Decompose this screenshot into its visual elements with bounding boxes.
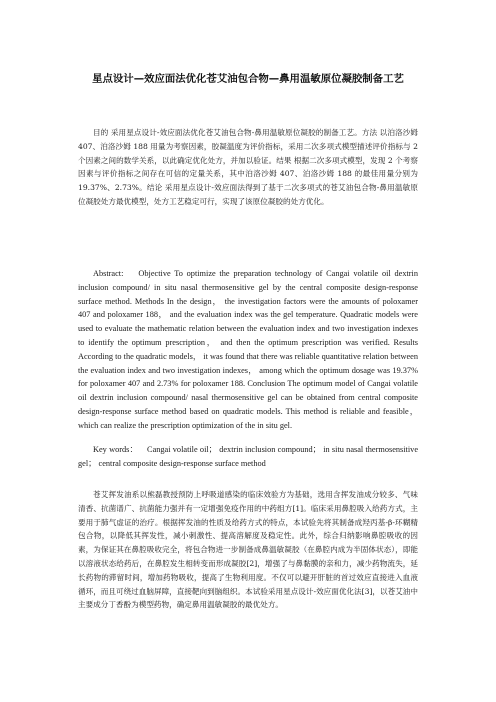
english-abstract	[78, 267, 418, 432]
keywords-label: Key words：	[93, 445, 139, 454]
body-paragraph: 苍艾挥发油系以熊磊教授预防上呼吸道感染的临床效验方为基础，选用含挥发油成分较多、气味清香、抗菌谱广、抗菌能力强并有一定增强免疫作用的中药组方[1]。临床采用鼻腔吸入给药方式，主要用于肺气虚证的治疗。根据挥发油的性质及给药方式的特点，本试验先将其制备成羟丙基-β-环糊精包合物，以降低其挥发性，减小刺激性、提高溶解度及稳定性。此外，综合归纳影响鼻腔吸收的因素，为保证其在鼻腔吸收完全，将包合物进一步制备成鼻温敏凝胶（在鼻腔内成为半固体状态），即能以溶液状态给药后，在鼻腔发生相转变而形成凝胶[2]，增强了与鼻黏膜的亲和力，减少药物流失，延长药物的滞留时间，增加药物吸收，提高了生物利用度。不仅可以避开肝脏的首过效应直接进入血液循环，而且可绕过血脑屏障，直接靶向到脑组织。本试验采用星点设计-效应面优化法[3]，以苍艾油中主要成分丁香酚为模型药物，确定鼻用温敏凝胶的最优处方。	[78, 490, 418, 610]
abstract-label: Abstract:	[93, 269, 124, 278]
keywords-text: Cangai volatile oil； dextrin inclusion compound； in situ nasal thermosensitive gel； central composite design-response surface method	[78, 445, 418, 468]
chinese-abstract: 目的 采用星点设计-效应面法优化苍艾油包合物-鼻用温敏原位凝胶的制备工艺。方法 以泊洛沙姆 407、泊洛沙姆 188 用量为考察因素，胶凝温度为评价指标，采用二次多项式模型描述评价指标与 2 个因素之间的数学关系，以此确定优化处方，并加以验证。结果 根据二次多项式模型，发现 2 个考察因素与评价指标之间存在可信的定量关系，其中泊洛沙姆 407、泊洛沙姆 188 的最佳用量分别为 19.37%、2.73%。结论 采用星点设计-效应面法得到了基于二次多项式的苍艾油包合物-鼻用温敏原位凝胶处方最优模型，处方工艺稳定可行，实现了该原位凝胶的处方优化。	[78, 128, 418, 206]
abstract-text: Objective To optimize the preparation technology of Cangai volatile oil dextrin inclusion compound/ in situ nasal thermosensitive gel by the central composite design-response surface method. Methods In the design， the investigation factors were the amounts of poloxamer 407 and poloxamer 188， and the evaluation index was the gel temperature. Quadratic models were used to evaluate the mathematic relation between the evaluation index and two investigation indexes to identify the optimum prescription， and then the optimum prescription was verified. Results According to the quadratic models， it was found that there was reliable quantitative relation between the evaluation index and two investigation indexes， among which the optimum dosage was 19.37% for poloxamer 407 and 2.73% for poloxamer 188. Conclusion The optimum model of Cangai volatile oil dextrin inclusion compound/ nasal thermosensitive gel can be obtained from central composite design-response surface method based on quadratic models. This method is reliable and feasible， which can realize the prescription optimization of the in situ gel.	[78, 269, 418, 430]
keywords	[78, 443, 418, 477]
paper-title: 星点设计—效应面法优化苍艾油包合物—鼻用温敏原位凝胶制备工艺	[92, 73, 404, 85]
